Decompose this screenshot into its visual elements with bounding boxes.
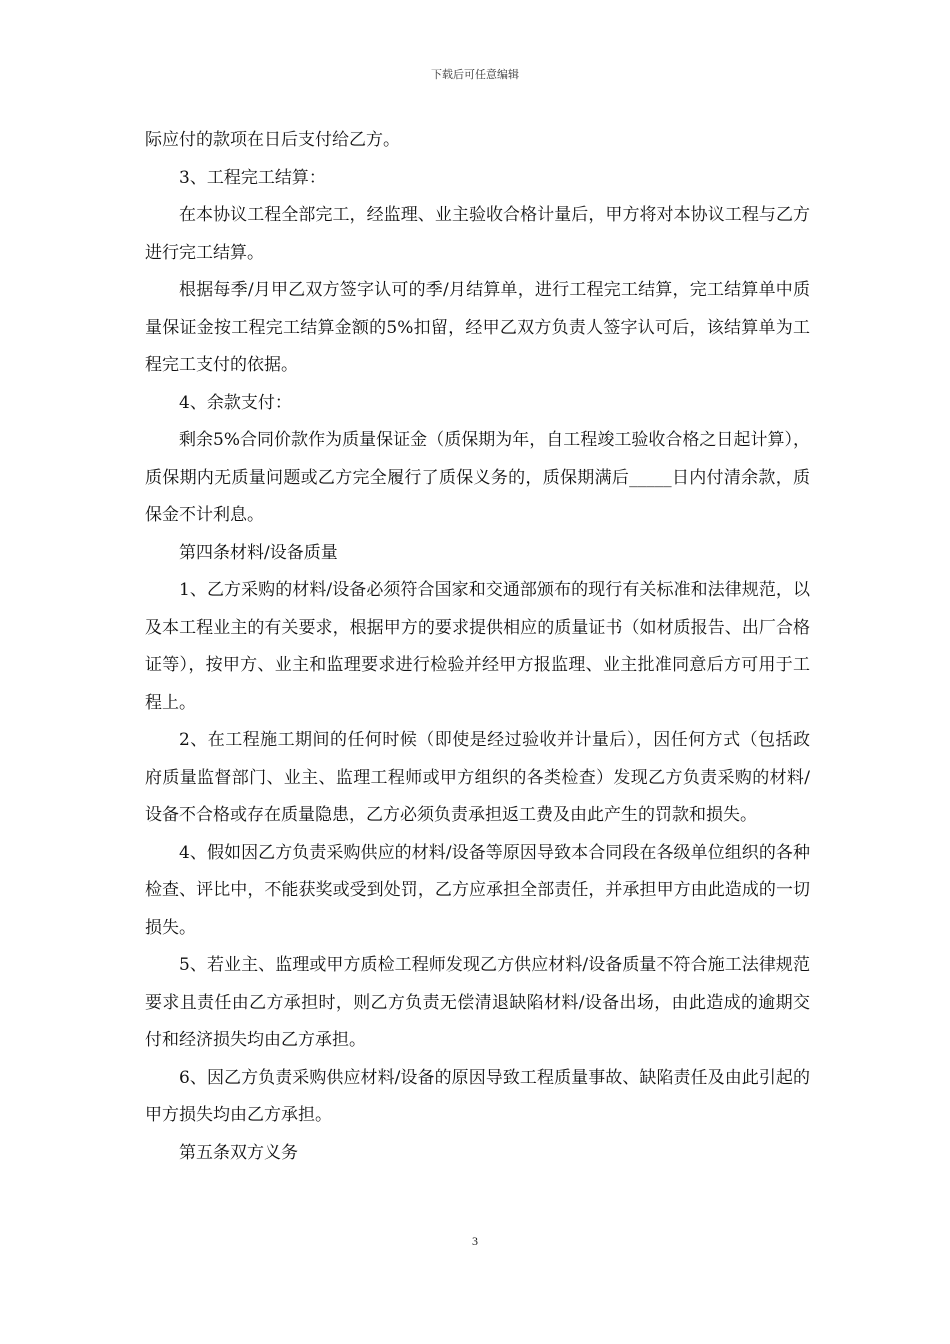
- page-number: 3: [472, 1234, 478, 1248]
- paragraph: 1、乙方采购的材料/设备必须符合国家和交通部颁布的现行有关标准和法律规范，以及本工程业主的有关要求，根据甲方的要求提供相应的质量证书（如材质报告、出厂合格证等），按甲方、业主和监理要求进行检验并经甲方报监理、业主批准同意后方可用于工程上。: [145, 580, 810, 713]
- paragraph: 4、假如因乙方负责采购供应的材料/设备等原因导致本合同段在各级单位组织的各种检查、评比中，不能获奖或受到处罚，乙方应承担全部责任，并承担甲方由此造成的一切损失。: [145, 842, 810, 938]
- document-body: [145, 122, 810, 1172]
- paragraph: 剩余5%合同价款作为质量保证金（质保期为年，自工程竣工验收合格之日起计算），质保期内无质量问题或乙方完全履行了质保义务的，质保期满后_____日内付清余款，质保金不计利息。: [145, 430, 810, 525]
- paragraph: 2、在工程施工期间的任何时候（即使是经过验收并计量后），因任何方式（包括政府质量监督部门、业主、监理工程师或甲方组织的各类检查）发现乙方负责采购的材料/设备不合格或存在质量隐患，乙方必须负责承担返工费及由此产生的罚款和损失。: [145, 730, 810, 825]
- paragraph: 3、工程完工结算：: [179, 167, 326, 188]
- page-header: 下载后可任意编辑: [431, 68, 519, 81]
- paragraph: 5、若业主、监理或甲方质检工程师发现乙方供应材料/设备质量不符合施工法律规范要求且责任由乙方承担时，则乙方负责无偿清退缺陷材料/设备出场，由此造成的逾期交付和经济损失均由乙方承担。: [145, 955, 810, 1050]
- paragraph: 在本协议工程全部完工，经监理、业主验收合格计量后，甲方将对本协议工程与乙方进行完工结算。: [145, 205, 810, 263]
- section-heading: 第四条材料/设备质量: [179, 542, 338, 563]
- section-heading: 第五条双方义务: [179, 1142, 298, 1163]
- paragraph: 际应付的款项在日后支付给乙方。: [145, 130, 400, 150]
- paragraph: 4、余款支付：: [179, 392, 292, 413]
- paragraph: 根据每季/月甲乙双方签字认可的季/月结算单，进行工程完工结算，完工结算单中质量保证金按工程完工结算金额的5%扣留，经甲乙双方负责人签字认可后，该结算单为工程完工支付的依据。: [145, 280, 810, 375]
- paragraph: 6、因乙方负责采购供应材料/设备的原因导致工程质量事故、缺陷责任及由此引起的甲方损失均由乙方承担。: [145, 1067, 810, 1125]
